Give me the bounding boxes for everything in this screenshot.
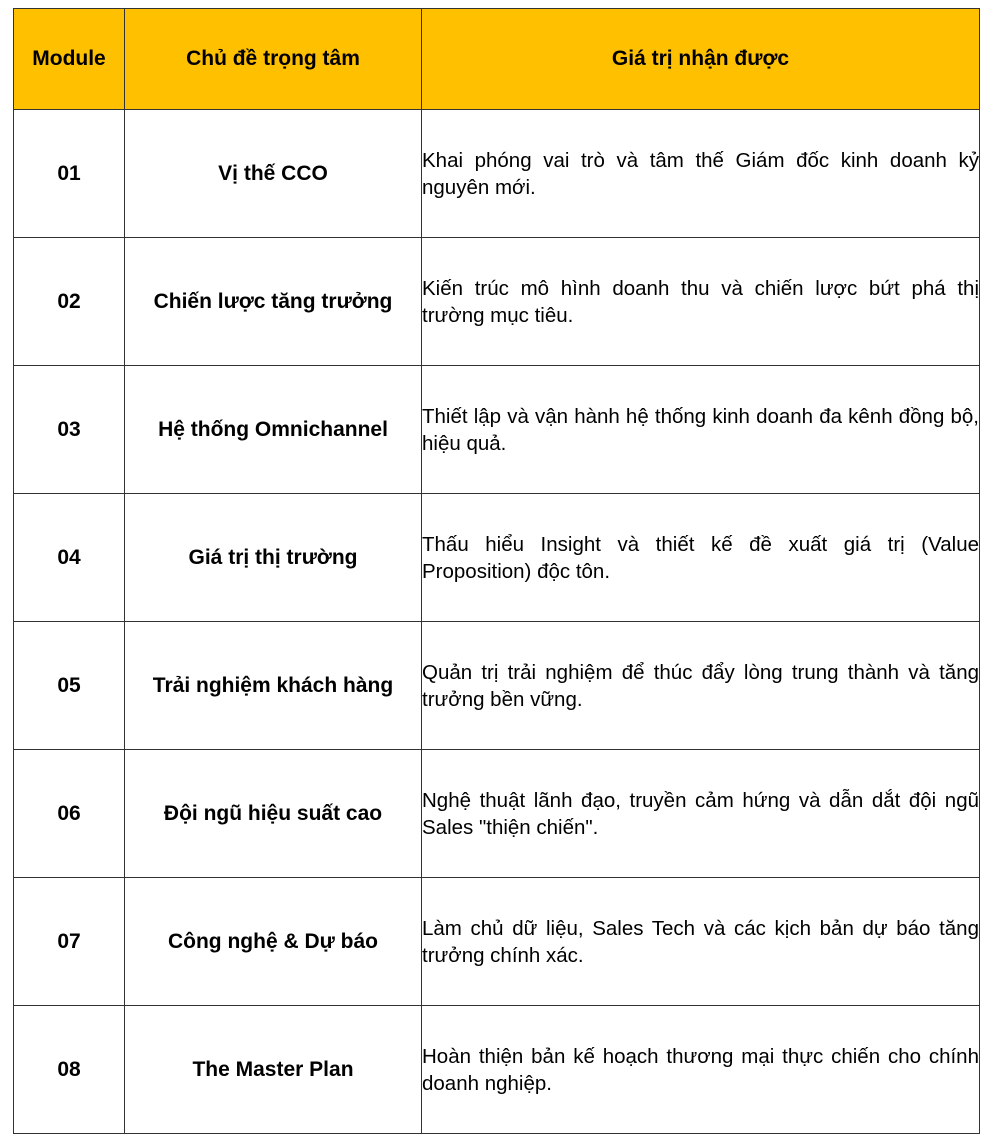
table-row: [14, 622, 980, 750]
module-value: Nghệ thuật lãnh đạo, truyền cảm hứng và dẫn dắt đội ngũ Sales "thiện chiến".: [422, 750, 980, 878]
header-module: Module: [14, 9, 125, 110]
table-row: [14, 238, 980, 366]
module-topic: Đội ngũ hiệu suất cao: [125, 750, 422, 878]
module-number: 02: [14, 238, 125, 366]
module-topic: Giá trị thị trường: [125, 494, 422, 622]
module-number: 07: [14, 878, 125, 1006]
module-value: Thấu hiểu Insight và thiết kế đề xuất giá trị (Value Proposition) độc tôn.: [422, 494, 980, 622]
table-row: [14, 878, 980, 1006]
module-table: [13, 8, 980, 1134]
table-row: [14, 1006, 980, 1134]
header-topic: Chủ đề trọng tâm: [125, 9, 422, 110]
module-value: Quản trị trải nghiệm để thúc đẩy lòng trung thành và tăng trưởng bền vững.: [422, 622, 980, 750]
module-value: Kiến trúc mô hình doanh thu và chiến lược bứt phá thị trường mục tiêu.: [422, 238, 980, 366]
module-topic: Hệ thống Omnichannel: [125, 366, 422, 494]
module-number: 03: [14, 366, 125, 494]
module-number: 08: [14, 1006, 125, 1134]
header-value: Giá trị nhận được: [422, 9, 980, 110]
table-header-row: [14, 9, 980, 110]
module-topic: Chiến lược tăng trưởng: [125, 238, 422, 366]
module-value: Thiết lập và vận hành hệ thống kinh doanh đa kênh đồng bộ, hiệu quả.: [422, 366, 980, 494]
module-value: Làm chủ dữ liệu, Sales Tech và các kịch bản dự báo tăng trưởng chính xác.: [422, 878, 980, 1006]
module-value: Hoàn thiện bản kế hoạch thương mại thực chiến cho chính doanh nghiệp.: [422, 1006, 980, 1134]
table-row: [14, 110, 980, 238]
module-topic: Vị thế CCO: [125, 110, 422, 238]
module-value: Khai phóng vai trò và tâm thế Giám đốc kinh doanh kỷ nguyên mới.: [422, 110, 980, 238]
module-topic: The Master Plan: [125, 1006, 422, 1134]
table-row: [14, 494, 980, 622]
table-row: [14, 750, 980, 878]
module-number: 06: [14, 750, 125, 878]
module-number: 04: [14, 494, 125, 622]
module-topic: Trải nghiệm khách hàng: [125, 622, 422, 750]
table-row: [14, 366, 980, 494]
module-number: 01: [14, 110, 125, 238]
module-number: 05: [14, 622, 125, 750]
module-topic: Công nghệ & Dự báo: [125, 878, 422, 1006]
